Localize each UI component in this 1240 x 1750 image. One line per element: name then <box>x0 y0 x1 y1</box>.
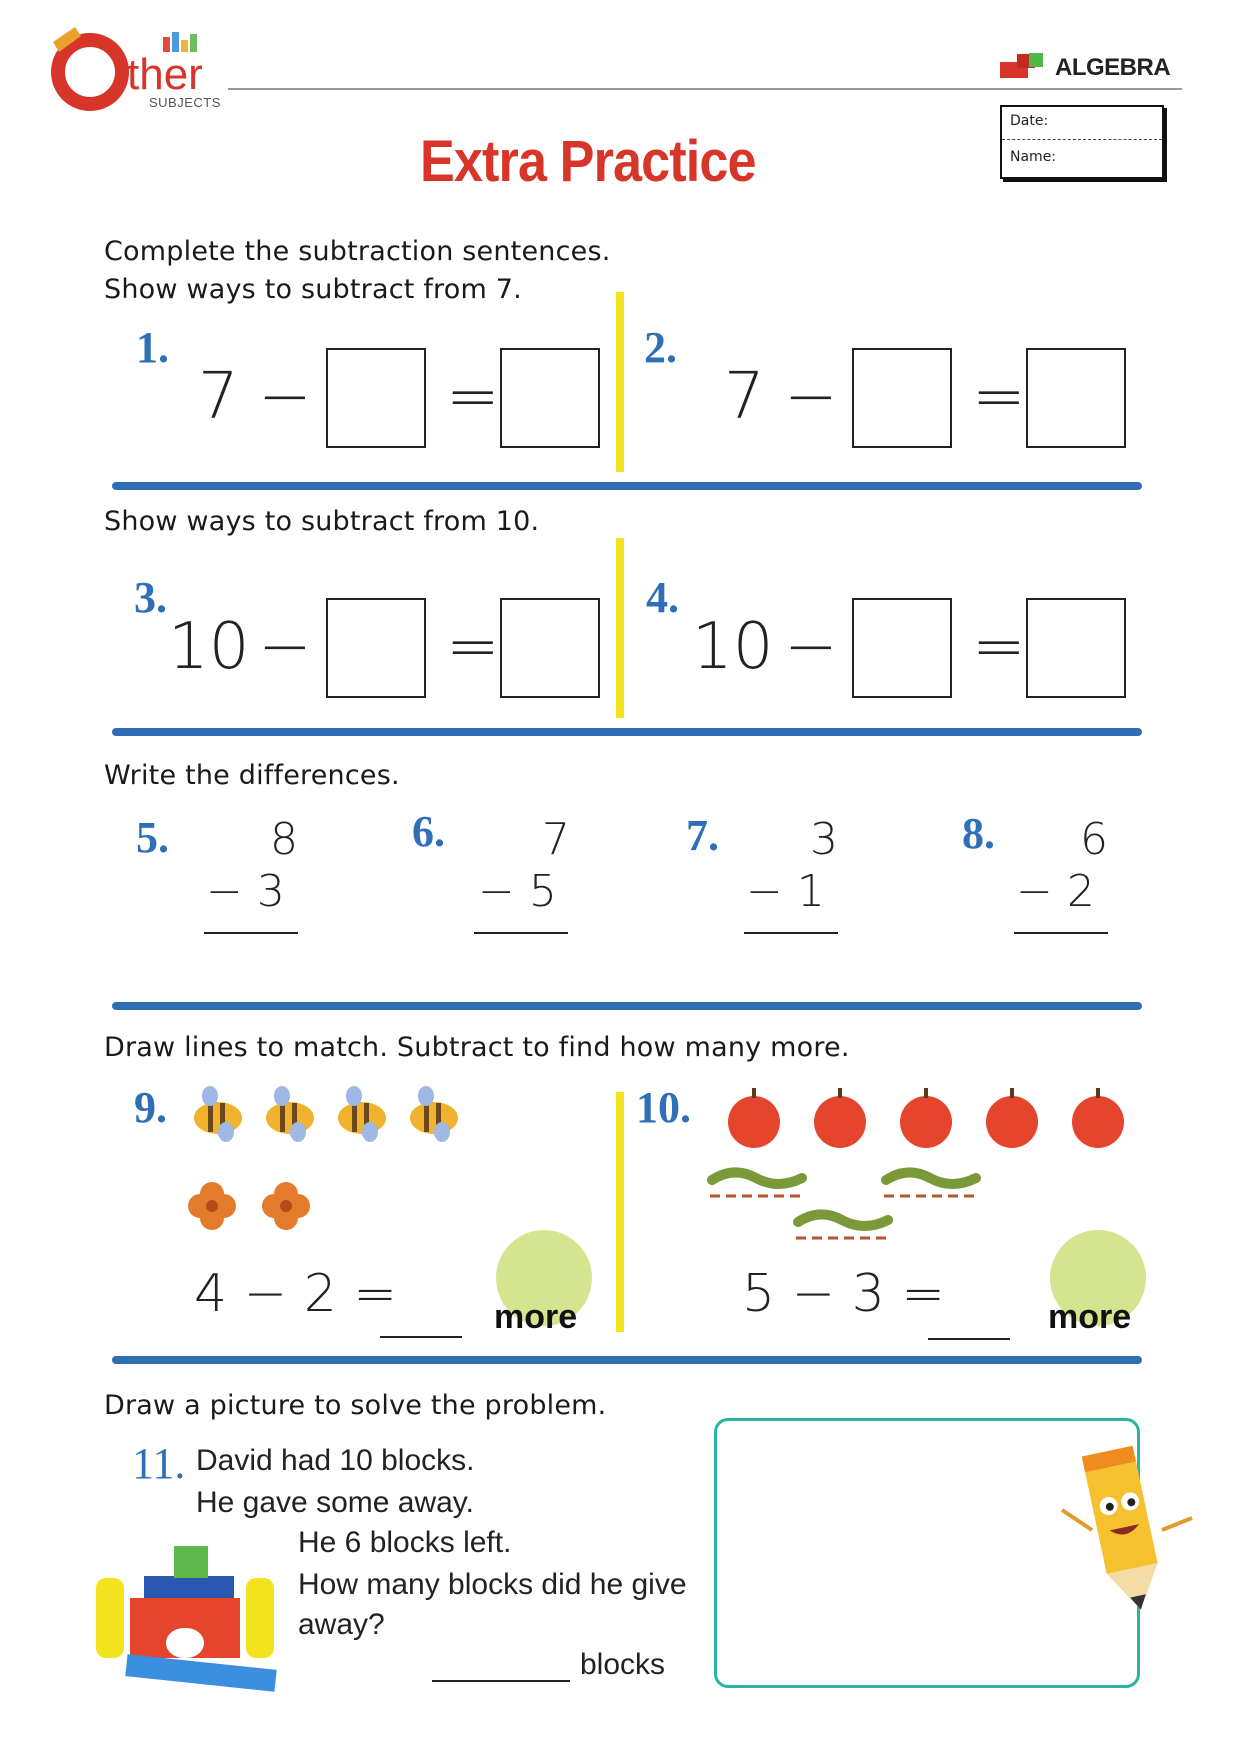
logo-subtitle: SUBJECTS <box>149 95 221 110</box>
problem-2-number: 2. <box>644 323 677 372</box>
problem-3-minuend: 10 <box>168 610 250 684</box>
page-title: Extra Practice <box>420 129 756 194</box>
problem-4-minus: − <box>784 610 838 684</box>
section1-vertical-divider <box>616 292 624 472</box>
pencil-mascot-icon <box>1052 1440 1202 1640</box>
blocks-answer-line[interactable] <box>432 1680 570 1682</box>
section-divider-3 <box>112 1002 1142 1010</box>
bees-group <box>186 1082 476 1162</box>
problem-5-top: 8 <box>270 814 298 865</box>
problem-4-number: 4. <box>646 573 679 622</box>
problem-4-minuend: 10 <box>692 610 774 684</box>
story-line-4: How many blocks did he give <box>298 1568 687 1601</box>
problem-10-answer-line[interactable] <box>928 1338 1010 1340</box>
problem-9-equation: 4 − 2 = <box>194 1264 397 1324</box>
problem-3-minus: − <box>258 610 312 684</box>
problem-1-answer-box[interactable] <box>500 348 600 448</box>
subject-badge <box>995 48 1171 88</box>
problem-3-answer-box[interactable] <box>500 598 600 698</box>
problem-4-answer-box[interactable] <box>1026 598 1126 698</box>
problem-9-more-label: more <box>494 1298 578 1336</box>
problem-7-number: 7. <box>686 811 719 860</box>
name-label: Name: <box>1010 149 1057 165</box>
problem-10-equation: 5 − 3 = <box>742 1264 945 1324</box>
worms-group <box>706 1158 986 1258</box>
problem-6-bottom: − 5 <box>478 866 557 917</box>
apple-icon <box>728 1088 780 1148</box>
date-label: Date: <box>1010 113 1049 129</box>
story-line-5: away? <box>298 1608 385 1641</box>
blocks-unit-label: blocks <box>580 1648 666 1681</box>
flower-icon <box>262 1182 310 1230</box>
problem-2-minuend: 7 <box>724 360 765 434</box>
section2-vertical-divider <box>616 538 624 718</box>
problem-6-number: 6. <box>412 807 445 856</box>
problem-6-top: 7 <box>542 814 570 865</box>
problem-8-number: 8. <box>962 809 995 858</box>
problem-1-equals: = <box>446 360 500 434</box>
problem-11-number: 11. <box>132 1439 186 1488</box>
problem-7-answer-line[interactable] <box>744 932 838 934</box>
section1-instruction-line2: Show ways to subtract from 7. <box>104 274 522 305</box>
problem-5-number: 5. <box>136 813 169 862</box>
logo-word: ther <box>127 50 203 99</box>
apple-icon <box>814 1088 866 1148</box>
flower-icon <box>188 1182 236 1230</box>
blocks-badge-icon <box>995 48 1055 88</box>
worm-icon <box>710 1172 806 1196</box>
problem-7-top: 3 <box>810 814 838 865</box>
problem-6-answer-line[interactable] <box>474 932 568 934</box>
section-divider-1 <box>112 482 1142 490</box>
date-name-box <box>1000 105 1164 179</box>
problem-2-answer-box[interactable] <box>1026 348 1126 448</box>
problem-1-minuend: 7 <box>198 360 239 434</box>
bee-icon <box>194 1086 242 1142</box>
problem-8-answer-line[interactable] <box>1014 932 1108 934</box>
brand-logo <box>45 22 235 112</box>
problem-1-subtrahend-box[interactable] <box>326 348 426 448</box>
apple-icon <box>986 1088 1038 1148</box>
problem-4-equals: = <box>972 610 1026 684</box>
section1-instruction-line1: Complete the subtraction sentences. <box>104 236 611 267</box>
problem-2-subtrahend-box[interactable] <box>852 348 952 448</box>
problem-8-top: 6 <box>1080 814 1108 865</box>
problem-7-bottom: − 1 <box>746 866 825 917</box>
problem-9-answer-line[interactable] <box>380 1336 462 1338</box>
section4-instruction: Draw lines to match. Subtract to find how many more. <box>104 1032 850 1063</box>
subject-label: ALGEBRA <box>1055 54 1171 81</box>
problem-9-number: 9. <box>134 1083 167 1132</box>
bee-icon <box>338 1086 386 1142</box>
apple-icon <box>1072 1088 1124 1148</box>
story-line-1: David had 10 blocks. <box>196 1444 475 1477</box>
apple-icon <box>900 1088 952 1148</box>
worm-icon <box>796 1214 892 1238</box>
problem-1-minus: − <box>258 360 312 434</box>
worm-icon <box>884 1172 980 1196</box>
problem-3-equals: = <box>446 610 500 684</box>
section2-instruction: Show ways to subtract from 10. <box>104 506 540 537</box>
building-blocks-icon <box>96 1528 286 1698</box>
problem-3-number: 3. <box>134 573 167 622</box>
problem-2-minus: − <box>784 360 838 434</box>
problem-4-subtrahend-box[interactable] <box>852 598 952 698</box>
problem-5-answer-line[interactable] <box>204 932 298 934</box>
apples-group <box>724 1086 1144 1156</box>
problem-10-number: 10. <box>636 1083 691 1132</box>
section-divider-2 <box>112 728 1142 736</box>
flowers-group <box>180 1176 340 1236</box>
problem-8-bottom: − 2 <box>1016 866 1095 917</box>
header-rule <box>228 88 1182 90</box>
section3-instruction: Write the differences. <box>104 760 400 791</box>
section5-instruction: Draw a picture to solve the problem. <box>104 1390 607 1421</box>
problem-10-more-label: more <box>1048 1298 1132 1336</box>
problem-5-bottom: − 3 <box>206 866 285 917</box>
story-line-3: He 6 blocks left. <box>298 1526 512 1559</box>
problem-1-number: 1. <box>136 323 169 372</box>
story-line-2: He gave some away. <box>196 1486 474 1519</box>
bee-icon <box>410 1086 458 1142</box>
problem-2-equals: = <box>972 360 1026 434</box>
date-name-separator <box>1002 139 1162 140</box>
bee-icon <box>266 1086 314 1142</box>
section4-vertical-divider <box>616 1092 624 1332</box>
section-divider-4 <box>112 1356 1142 1364</box>
problem-3-subtrahend-box[interactable] <box>326 598 426 698</box>
